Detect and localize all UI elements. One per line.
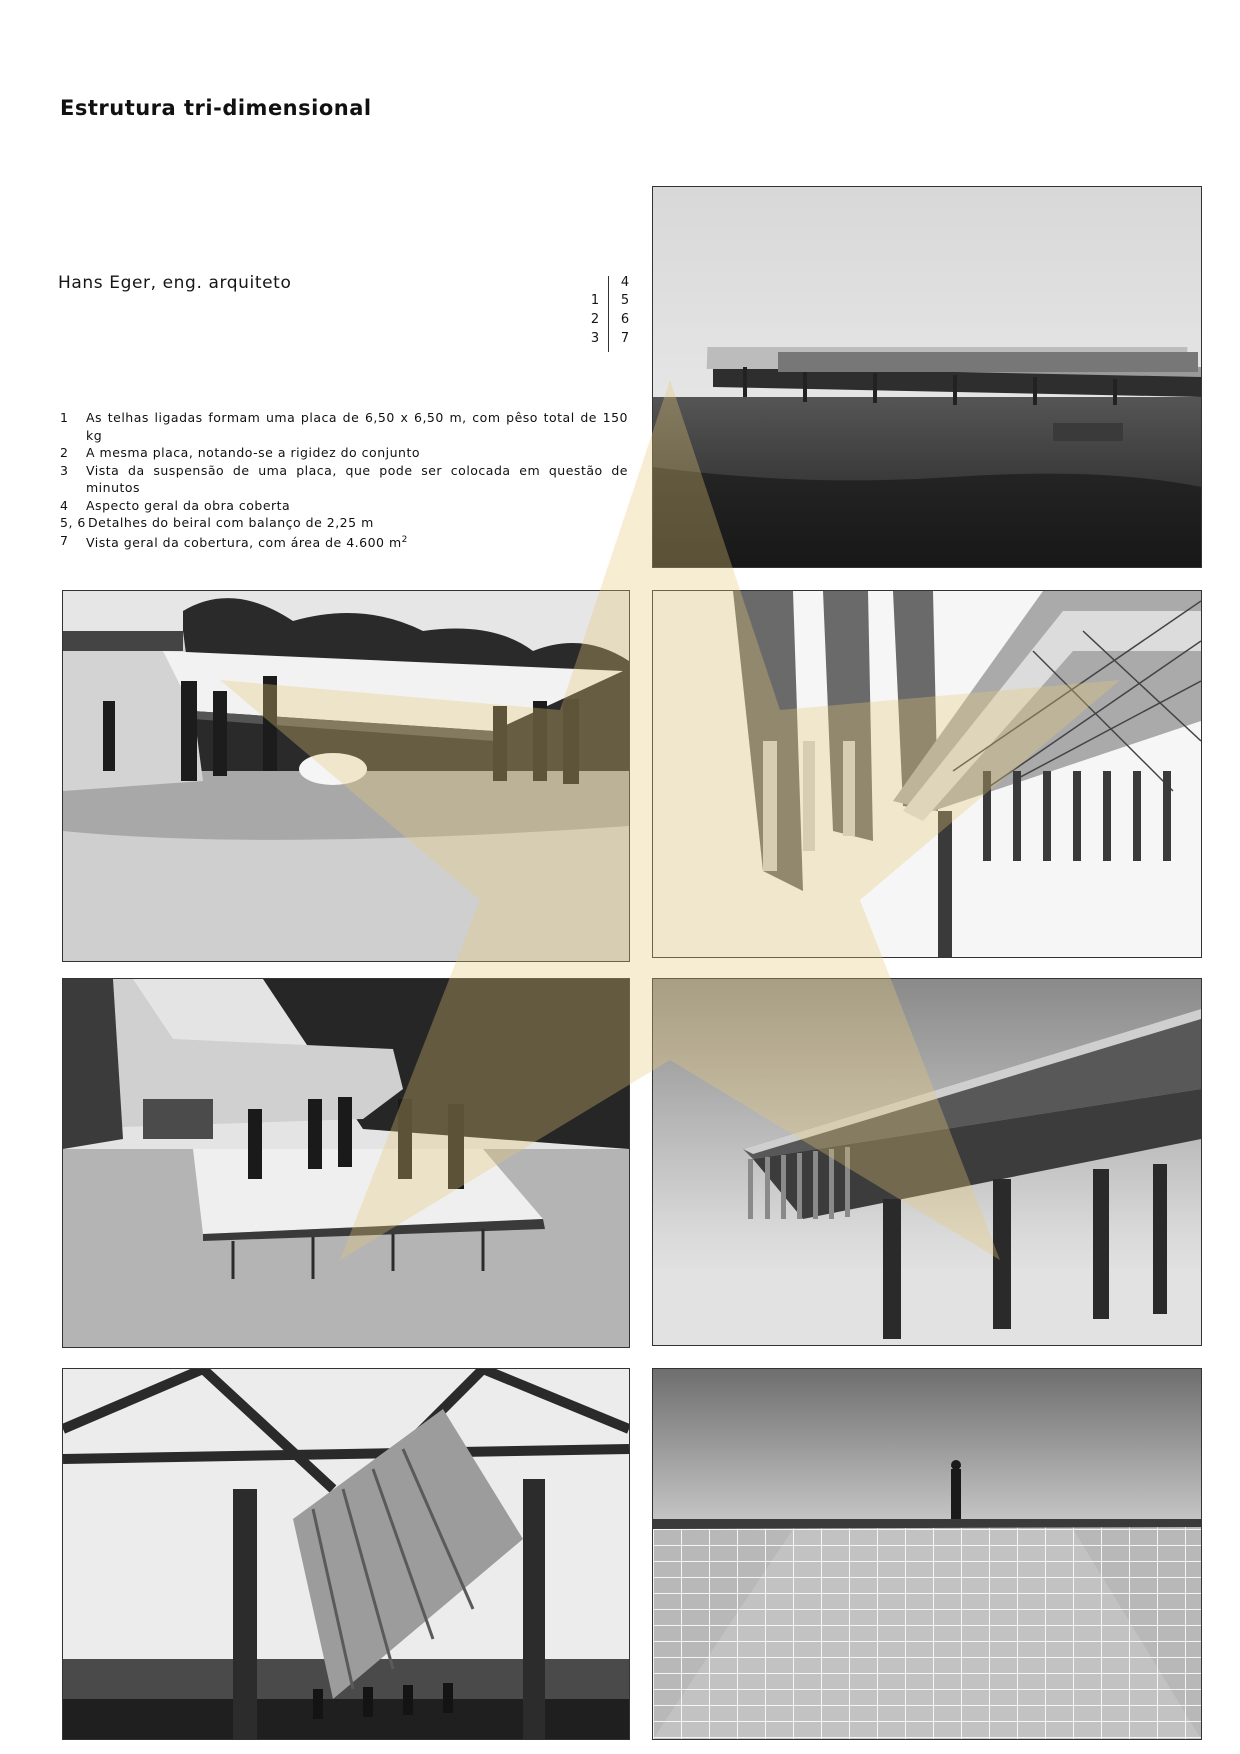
caption-number: 5, 6	[60, 515, 86, 530]
photo-5	[652, 590, 1202, 958]
caption-superscript: 2	[401, 534, 408, 545]
caption-item	[60, 462, 628, 497]
photo-3	[62, 1368, 630, 1740]
caption-text: Aspecto geral da obra coberta	[86, 497, 291, 513]
caption-number: 3	[60, 462, 69, 478]
caption-item	[60, 514, 628, 532]
photo-layout-key	[584, 276, 634, 354]
photo-6	[652, 978, 1202, 1346]
photo-4	[652, 186, 1202, 568]
layout-key-number: 5	[620, 293, 630, 308]
caption-number: 2	[60, 445, 69, 460]
photo-2	[62, 978, 630, 1348]
caption-number: 1	[60, 410, 69, 425]
caption-text	[86, 532, 628, 552]
layout-key-number: 6	[620, 312, 630, 327]
page-title: Estrutura tri-dimensional	[60, 96, 372, 120]
layout-key-number: 4	[620, 275, 630, 290]
caption-item	[60, 409, 628, 444]
caption-item	[60, 497, 628, 515]
caption-text: A mesma placa, notando-se a rigidez do conjunto	[86, 445, 420, 460]
photo-7	[652, 1368, 1202, 1740]
caption-item	[60, 532, 628, 552]
caption-item	[60, 444, 628, 462]
layout-key-number: 2	[590, 312, 600, 327]
caption-text: Vista da suspensão de uma placa, que pode ser colocada em questão de minutos	[86, 462, 628, 495]
caption-number: 4	[60, 497, 69, 513]
caption-text: Detalhes do beiral com balanço de 2,25 m	[88, 515, 374, 530]
layout-key-number: 1	[590, 293, 600, 308]
layout-key-number: 3	[590, 331, 600, 346]
caption-number: 7	[60, 532, 69, 548]
photo-captions	[60, 409, 628, 551]
layout-key-divider	[608, 276, 609, 352]
author-credit: Hans Eger, eng. arquiteto	[58, 273, 292, 293]
layout-key-number: 7	[620, 331, 630, 346]
caption-text: As telhas ligadas formam uma placa de 6,50 x 6,50 m, com pêso total de 150 kg	[86, 410, 628, 443]
caption-text-main: Vista geral da cobertura, com área de 4.600 m	[86, 534, 402, 550]
photo-1	[62, 590, 630, 962]
